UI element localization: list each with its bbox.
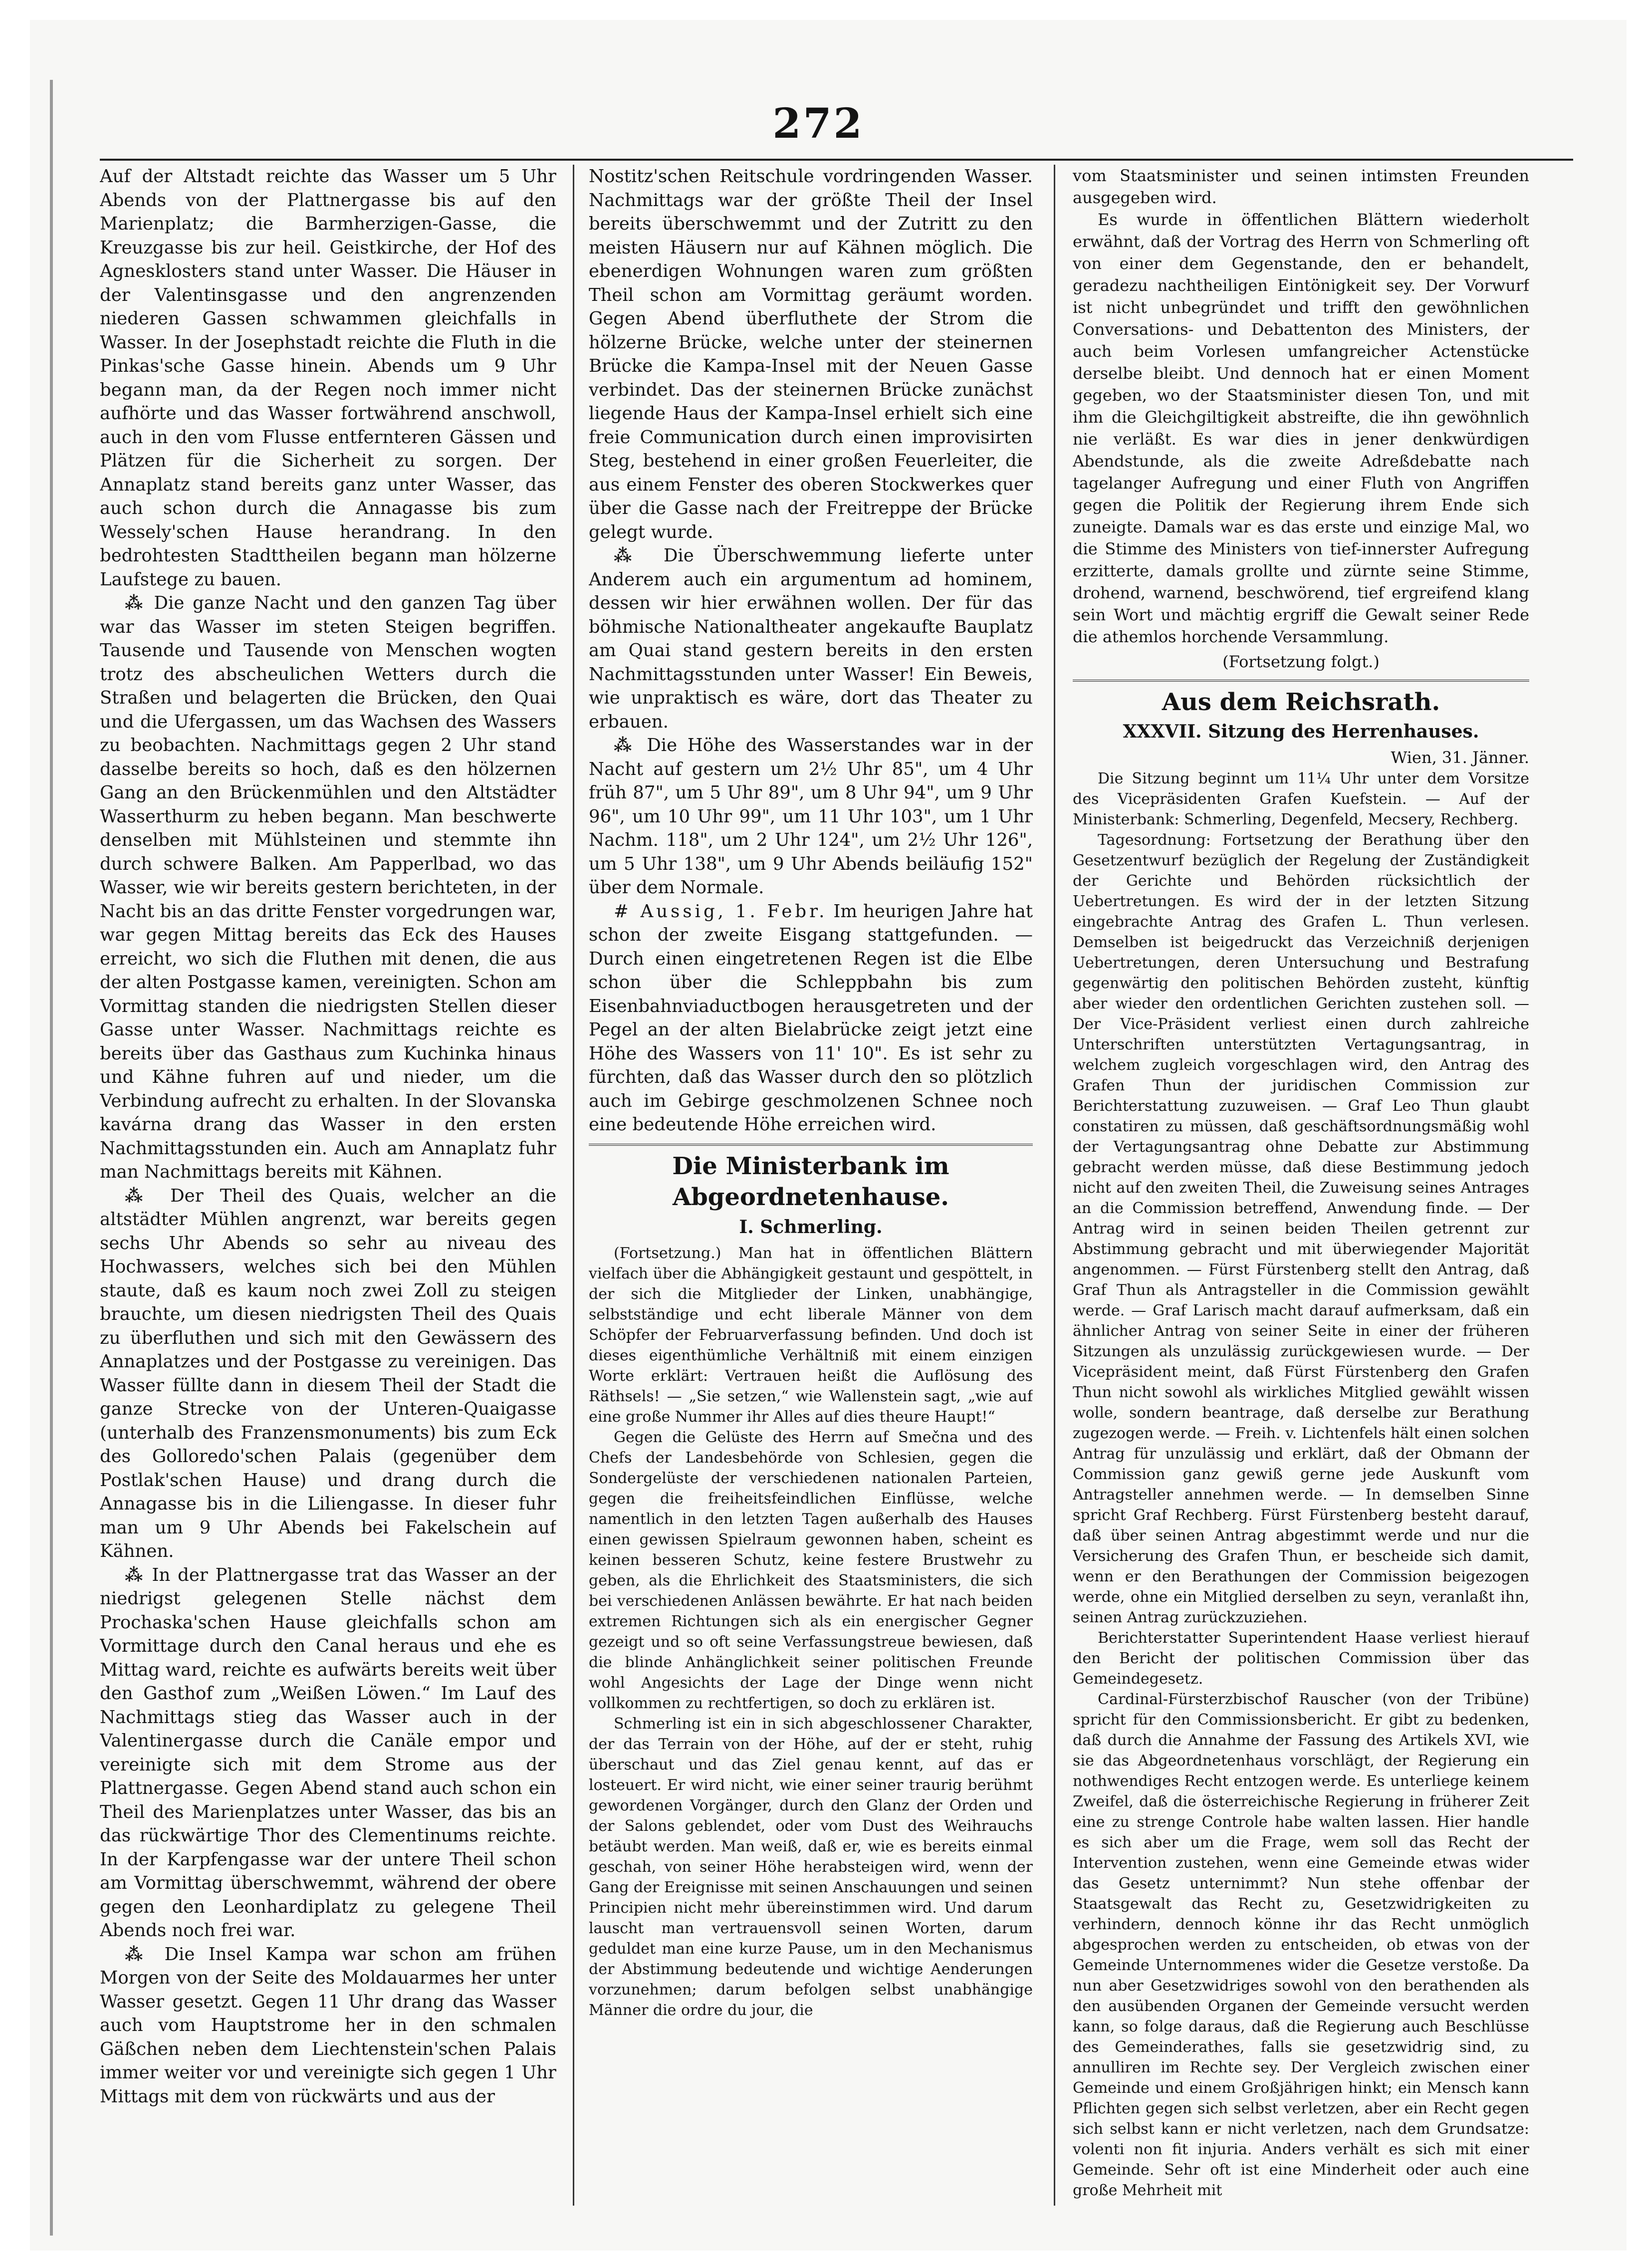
paragraph: Auf der Altstadt reichte das Wasser um 5 Uhr Abends von der Plattnergasse bis auf den Marienplatz; die Barmherzigen-Gasse, die Kreuzgasse bis zur heil. Geistkirche, der Hof des Agnesklosters stand unter Wasser. Die Häuser in der Valentinsgasse und den angrenzenden niederen Gassen schwammen gleichfalls in Wasser. In der Josephstadt reichte die Fluth in die Pinkas'sche Gasse hinein. Abends um 9 Uhr begann man, da der Regen noch immer nicht aufhörte und das Wasser fortwährend anschwoll, auch in den vom Flusse entfernteren Gässen und Plätzen für die Sicherheit zu sorgen. Der Annaplatz stand bereits ganz unter Wasser, das auch schon durch die Annagasse bis zum Wessely'schen Hause herandrang. In den bedrohtesten Stadttheilen begann man hölzerne Laufstege zu bauen. [100,166,556,590]
paragraph: (Fortsetzung.) Man hat in öffentlichen Blättern vielfach über die Abhängigkeit gestaunt und gespöttelt, in der sich die Mitglieder der Linken, unabhängige, selbstständige und echt liberale Männer von dem Schöpfer der Februarverfassung befinden. Und doch ist dieses eigenthümliche Verhältniß mit einem einzigen Worte erklärt: Vertrauen heißt die Auflösung des Räthsels! — „Sie setzen,“ wie Wallenstein sagt, „wie auf eine große Nummer ihr Alles auf dies theure Haupt!“ [589,1245,1033,1426]
paragraph: Nostitz'schen Reitschule vordringenden Wasser. Nachmittags war der größte Theil der Insel bereits überschwemmt und der Zutritt zu den meisten Häusern nur auf Kähnen möglich. Die ebenerdigen Wohnungen waren zum größten Theil schon am Vormittag geräumt worden. Gegen Abend überfluthete der Strom die hölzerne Brücke, welche unter der steinernen Brücke die Kampa-Insel mit der Neuen Gasse verbindet. Das der steinernen Brücke zunächst liegende Haus der Kampa-Insel erhielt sich eine freie Communication durch einen improvisirten Steg, bestehend in einer großen Feuerleiter, die aus einem Fenster des oberen Stockwerkes quer über die Gasse nach der Freitreppe der Brücke gelegt wurde. [589,166,1033,542]
column-3 [1073,165,1529,2201]
dateline: Wien, 31. Jänner. [1391,748,1529,767]
paragraph: # Aussig, 1. Febr. Im heurigen Jahre hat schon der zweite Eisgang stattgefunden. — Durch einen eingetretenen Regen ist die Elbe schon über die Schleppbahn bis zum Eisenbahnviaductbogen herausgetreten und der Pegel an der alten Bielabrücke zeigt jetzt eine Höhe des Wassers von 11' 10". Es ist sehr zu fürchten, daß das Wasser durch den so plötzlich auch im Gebirge geschmolzenen Schnee noch eine bedeutende Höhe erreichen wird. [589,901,1033,1135]
column-divider-1 [573,165,574,2206]
paragraph: ⁂ In der Plattnergasse trat das Wasser an der niedrigst gelegenen Stelle nächst dem Prochaska'schen Hause gleichfalls schon am Vormittage durch den Canal heraus und ehe es Mittag ward, reichte es aufwärts bereits weit über den Gasthof zum „Weißen Löwen.“ Im Lauf des Nachmittags stieg das Wasser auch in der Valentinergasse durch die Canäle empor und vereinigte sich mit dem Strome aus der Plattnergasse. Gegen Abend stand auch schon ein Theil des Marienplatzes unter Wasser, das bis an das rückwärtige Thor des Clementinums reichte. In der Karpfengasse war der untere Theil schon am Vormittag überschwemmt, während der obere gegen den Leonhardiplatz zu gelegene Theil Abends noch frei war. [100,1564,556,1941]
column-2 [589,165,1033,2201]
paragraph: Berichterstatter Superintendent Haase verliest hierauf den Bericht der politischen Commission über das Gemeindegesetz. [1073,1629,1529,1688]
asterism-icon: ⁂ [125,1944,151,1965]
paragraph: ⁂ Der Theil des Quais, welcher an die altstädter Mühlen angrenzt, war bereits gegen sechs Uhr Abends so sehr au niveau des Hochwassers, welches sich bei den Mühlen staute, daß es kaum noch zwei Zoll zu steigen brauchte, um diesen niedrigsten Theil des Quais zu überfluthen und sich mit den Gewässern des Annaplatzes und der Postgasse zu vereinigen. Das Wasser füllte dann in diesem Theil der Stadt die ganze Strecke von der Unteren-Quaigasse (unterhalb des Franzensmonuments) bis zum Eck des Golloredo'schen Palais (gegenüber dem Postlak'schen Hause) und drang durch die Annagasse bis in die Liliengasse. In dieser fuhr man um 9 Uhr Abends bei Fakelschein auf Kähnen. [100,1185,556,1561]
paragraph: ⁂ Die Insel Kampa war schon am frühen Morgen von der Seite des Moldauarmes her unter Wasser gesetzt. Gegen 11 Uhr drang das Wasser auch vom Hauptstrome her in den schmalen Gäßchen neben dem Liechtenstein'schen Palais immer weiter vor und vereinigte sich gegen 1 Uhr Mittags mit dem von rückwärts und aus der [100,1944,556,2107]
header-rule [100,159,1573,161]
column-divider-2 [1054,165,1055,2206]
asterism-icon: ⁂ [125,593,146,613]
column-1 [100,165,556,2201]
asterism-icon: ⁂ [125,1185,154,1206]
article-subheading: I. Schmerling. [739,1216,883,1238]
paragraph: ⁂ Die Höhe des Wasserstandes war in der Nacht auf gestern um 2½ Uhr 85", um 4 Uhr früh 87", um 5 Uhr 89", um 8 Uhr 94", um 9 Uhr 96", um 10 Uhr 99", um 11 Uhr 103", um 1 Uhr Nachm. 118", um 2 Uhr 124", um 2½ Uhr 126", um 5 Uhr 138", um 9 Uhr Abends beiläufig 152" über dem Normale. [589,735,1033,898]
article-heading: Die Ministerbank im Abgeordnetenhause. [589,1144,1033,1213]
binding-edge [50,80,53,2236]
paragraph: Gegen die Gelüste des Herrn auf Smečna und des Chefs der Landesbehörde von Schlesien, gegen die Sondergelüste der verschiedenen nationalen Parteien, gegen die freiheitsfeindlichen Einflüsse, welche namentlich in den letzten Tagen außerhalb des Hauses einen gewissen Spielraum gewonnen haben, scheint es keinen besseren Schutz, keine festere Brustwehr zu geben, als die Ehrlichkeit des Staatsministers, die sich bei verschiedenen Anlässen bewährte. Er hat nach beiden extremen Richtungen sich als ein energischer Gegner gezeigt und so oft seine Verfassungstreue bewiesen, daß die blinde Anhänglichkeit seiner politischen Freunde wohl Angesichts der Lage der Dinge wenn nicht vollkommen zu rechtfertigen, so doch zu erklären ist. [589,1429,1033,1712]
paragraph: Tagesordnung: Fortsetzung der Berathung über den Gesetzentwurf bezüglich der Regelung der Zuständigkeit der Gerichte und Behörden rücksichtlich der Uebertretungen. Es wird der in der letzten Sitzung eingebrachte Antrag des Grafen L. Thun verlesen. Demselben ist beigedruckt das Verzeichniß derjenigen Uebertretungen, deren Untersuchung und Bestrafung gegenwärtig den politischen Behörden zusteht, künftig aber wieder den ordentlichen Gerichten zustehen soll. — Der Vice-Präsident verliest einen durch zahlreiche Unterschriften unterstützten Vertagungsantrag, in welchem zugleich vorgeschlagen wird, den Antrag des Grafen Thun der juridischen Commission zur Berichterstattung zuzuweisen. — Graf Leo Thun glaubt constatiren zu müssen, daß geschäftsordnungsmäßig wohl der Vertagungsantrag ohne Debatte zur Abstimmung gebracht werden müsse, daß diese Bestimmung jedoch nicht auf den zweiten Theil, die Zuweisung seines Antrages an die Commission betreffend, Anwendung finde. — Der Antrag wird in seinen beiden Theilen getrennt zur Abstimmung gebracht und mit überwiegender Majorität angenommen. — Fürst Fürstenberg stellt den Antrag, daß Graf Thun als Antragsteller in die Commission gewählt werde. — Graf Larisch macht darauf aufmerksam, daß ein ähnlicher Antrag von seiner Seite in einer der früheren Sitzungen als unzulässig zurückgewiesen wurde. — Der Vicepräsident meint, daß Fürst Fürstenberg den Grafen Thun nicht sowohl als wirkliches Mitglied gewählt wissen wolle, sondern beantrage, daß derselbe zur Berathung zugezogen werde. — Freih. v. Lichtenfels hält einen solchen Antrag für unzulässig und erklärt, daß der Obmann der Commission ganz gewiß gerne jede Auskunft vom Antragsteller annehmen werde. — In demselben Sinne spricht Graf Rechberg. Fürst Fürstenberg besteht darauf, daß über seinen Antrag abgestimmt werde und nur die Versicherung des Grafen Thun, er bescheide sich damit, wenn er den Berathungen der Commission beigezogen werde, ohne ein Mitglied derselben zu seyn, veranlaßt ihn, seinen Antrag zurückzuziehen. [1073,831,1529,1626]
paragraph: ⁂ Die Überschwemmung lieferte unter Anderem auch ein argumentum ad hominem, dessen wir hier erwähnen wollen. Der für das böhmische Nationaltheater angekaufte Bauplatz am Quai stand gestern bereits in den ersten Nachmittagsstunden unter Wasser! Ein Beweis, wie unpraktisch es wäre, dort das Theater zu erbauen. [589,545,1033,732]
article-subheading: XXXVII. Sitzung des Herrenhauses. [1123,721,1479,742]
paragraph: Cardinal-Fürsterzbischof Rauscher (von der Tribüne) spricht für den Commissionsbericht. Er gibt zu bedenken, daß durch die Annahme der Fassung des Artikels XVI, wie sie das Abgeordnetenhaus vorschlägt, der Regierung ein nothwendiges Recht entzogen werde. Es unterliege keinem Zweifel, daß die österreichische Regierung in früherer Zeit eine zu strenge Controle habe walten lassen. Hier handle es sich aber um die Frage, wem soll das Recht der Intervention zustehen, wenn eine Gemeinde etwas wider das Gesetz unternimmt? Nun stehe offenbar der Staatsgewalt das Recht zu, Gesetzwidrigkeiten zu verhindern, dennoch könne ihr das Recht unmöglich abgesprochen werden zu entscheiden, ob etwas von der Gemeinde Unternommenes wider die Gesetze verstoße. Da nun aber Gesetzwidriges sowohl von den berathenden als den ausübenden Organen der Gemeinde versucht werden kann, so folge daraus, daß die Regierung auch Beschlüsse des Gemeinderathes, falls sie gesetzwidrig sind, zu annulliren im Rechte sey. Der Vergleich zwischen einer Gemeinde und einem Großjährigen hinkt; ein Mensch kann Pflichten gegen sich selbst verletzen, aber ein Recht gegen sich selbst kann er nicht verletzen, nach dem Grundsatze: volenti non fit injuria. Anders verhält es sich mit einer Gemeinde. Sehr oft ist eine Minderheit oder auch eine große Mehrheit mit [1073,1691,1529,2199]
article-heading: Aus dem Reichsrath. [1073,680,1529,718]
paragraph: Die Sitzung beginnt um 11¼ Uhr unter dem Vorsitze des Vicepräsidenten Grafen Kuefstein. — Auf der Ministerbank: Schmerling, Degenfeld, Mecsery, Rechberg. [1073,770,1529,828]
paragraph: ⁂ Die ganze Nacht und den ganzen Tag über war das Wasser im steten Steigen begriffen. Tausende und Tausende von Menschen wogten trotz des abscheulichen Wetters durch die Straßen und belagerten die Brücken, den Quai und die Ufergassen, um das Wachsen des Wassers zu beobachten. Nachmittags gegen 2 Uhr stand dasselbe bereits so hoch, daß es den hölzernen Gang an den Brückenmühlen und den Altstädter Wasserthurm zu heben begann. Man beschwerte denselben mit Mühlsteinen und stemmte ihn durch schwere Balken. Am Papperlbad, wo das Wasser, wie wir bereits gestern berichteten, in der Nacht bis an das dritte Fenster vorgedrungen war, war gegen Mittag bereits das Eck des Hauses erreicht, wo sich die Fluthen mit denen, die aus der alten Postgasse kamen, vereinigten. Schon am Vormittag standen die niedrigsten Stellen dieser Gasse unter Wasser. Nachmittags reichte es bereits über das Gasthaus zum Kuchinka hinaus und Kähne fuhren auf und nieder, um die Verbindung aufrecht zu erhalten. In der Slovanska kavárna drang das Wasser in den ersten Nachmittagsstunden ein. Auch am Annaplatz fuhr man Nachmittags bereits mit Kähnen. [100,593,556,1182]
asterism-icon: ⁂ [614,545,645,566]
asterism-icon: ⁂ [125,1564,145,1585]
paragraph: Schmerling ist ein in sich abgeschlossener Charakter, der das Terrain von der Höhe, auf der er steht, ruhig überschaut und das Ziel genau kennt, auf das er losteuert. Er wird nicht, wie einer seiner traurig berühmt gewordenen Vorgänger, durch den Glanz der Orden und der Salons geblendet, oder vom Dust des Weihrauchs betäubt werden. Man weiß, daß er, wie es bereits einmal geschah, von seiner Höhe herabsteigen wird, wenn der Gang der Ereignisse mit seinen Anschauungen und seinen Principien nicht mehr übereinstimmen wird. Und darum lauscht man vertrauensvoll seinen Worten, darum geduldet man eine kurze Pause, um in den Mechanismus der Abstimmung bedeutende und wichtige Aenderungen vorzunehmen; darum befolgen selbst unabhängige Männer die ordre du jour, die [589,1715,1033,2019]
paragraph: vom Staatsminister und seinen intimsten Freunden ausgegeben wird. [1073,166,1529,207]
dateline: # Aussig, 1. Febr. [614,901,828,922]
continuation-note: (Fortsetzung folgt.) [1222,652,1380,671]
asterism-icon: ⁂ [614,735,637,756]
paragraph: Es wurde in öffentlichen Blättern wiederholt erwähnt, daß der Vortrag des Herrn von Schmerling oft von einer dem Gegenstande, den er behandelt, geradezu nachtheiligen Eintönigkeit sey. Der Vorwurf ist nicht unbegründet und trifft den gewöhnlichen Conversations- und Debattenton des Ministers, der auch beim Vorlesen umfangreicher Actenstücke derselbe bleibt. Und dennoch hat er einen Moment gegeben, wo der Staatsminister diesen Ton, und mit ihm die Gleichgiltigkeit abstreifte, die ihn gewöhnlich nie verläßt. Es war dies in jener denkwürdigen Abendstunde, als die zweite Adreßdebatte nach tagelanger Aufregung und einer Fluth von Angriffen gegen die Politik der Regierung ihrem Ende sich zuneigte. Damals war es das erste und einzige Mal, wo die Stimme des Ministers von tief-innerster Aufregung erzitterte, damals grollte und zürnte seine Stimme, drohend, warnend, beschwörend, tief ergreifend klang sein Wort und mächtig ergriff die Gewalt seiner Rede die athemlos horchende Versammlung. [1073,210,1529,646]
page-number: 272 [772,100,864,148]
